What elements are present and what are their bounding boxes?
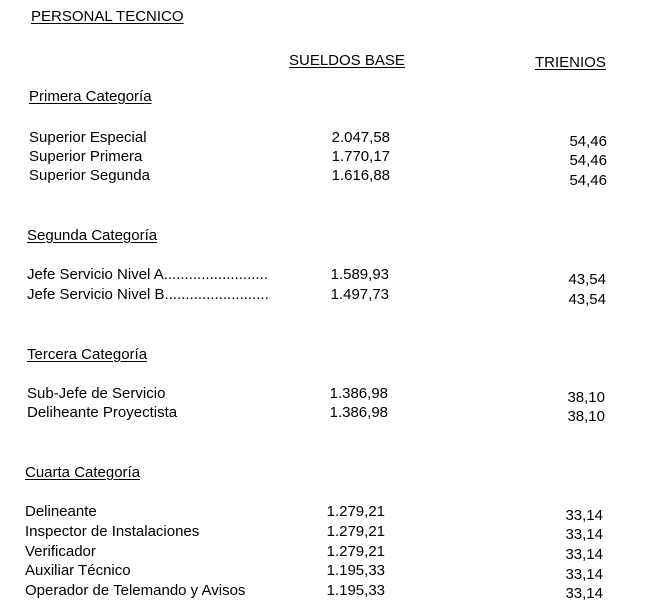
row-trienio: 43,54 [568, 271, 606, 288]
row-trienio: 33,14 [565, 566, 603, 583]
row-trienio: 54,46 [569, 133, 607, 150]
row-label: Jefe Servicio Nivel A......................... [27, 266, 268, 283]
section-title: Primera Categoría [29, 88, 152, 105]
row-label: Operador de Telemando y Avisos [25, 582, 246, 599]
row-trienio: 54,46 [569, 172, 607, 189]
row-label: Deliheante Proyectista [27, 404, 178, 421]
row-sueldo: 1.279,21 [326, 523, 385, 540]
row-trienio: 33,14 [565, 546, 603, 563]
row-sueldo: 1.195,33 [326, 582, 385, 599]
row-sueldo: 1.279,21 [326, 503, 385, 520]
row-trienio: 33,14 [565, 526, 603, 543]
row-sueldo: 1.616,88 [331, 167, 390, 184]
row-trienio: 33,14 [565, 507, 603, 524]
row-trienio: 38,10 [567, 408, 605, 425]
row-sueldo: 1.386,98 [329, 385, 388, 402]
row-trienio: 43,54 [568, 291, 606, 308]
row-label: Superior Segunda [29, 167, 150, 184]
row-label: Inspector de Instalaciones [25, 523, 200, 540]
section-title: Tercera Categoría [27, 346, 148, 363]
page-title: PERSONAL TECNICO [31, 8, 184, 25]
row-label: Delineante [25, 503, 97, 520]
row-sueldo: 1.195,33 [326, 562, 385, 579]
row-trienio: 54,46 [569, 152, 607, 169]
section-title: Segunda Categoría [27, 227, 158, 244]
row-sueldo: 1.589,93 [330, 266, 389, 283]
row-label: Sub-Jefe de Servicio [27, 385, 166, 402]
row-sueldo: 1.770,17 [331, 148, 390, 165]
header-trienios: TRIENIOS [535, 54, 606, 71]
row-label: Superior Especial [29, 129, 147, 146]
row-label: Jefe Servicio Nivel B......................... [27, 286, 269, 303]
row-trienio: 33,14 [565, 585, 603, 602]
row-sueldo: 1.386,98 [329, 404, 388, 421]
row-sueldo: 1.497,73 [330, 286, 389, 303]
row-sueldo: 2.047,58 [331, 129, 390, 146]
header-sueldos-base: SUELDOS BASE [289, 52, 405, 69]
row-trienio: 38,10 [567, 389, 605, 406]
row-sueldo: 1.279,21 [326, 543, 385, 560]
section-title: Cuarta Categoría [25, 464, 141, 481]
row-label: Superior Primera [29, 148, 143, 165]
row-label: Verificador [25, 543, 96, 560]
row-label: Auxiliar Técnico [25, 562, 131, 579]
